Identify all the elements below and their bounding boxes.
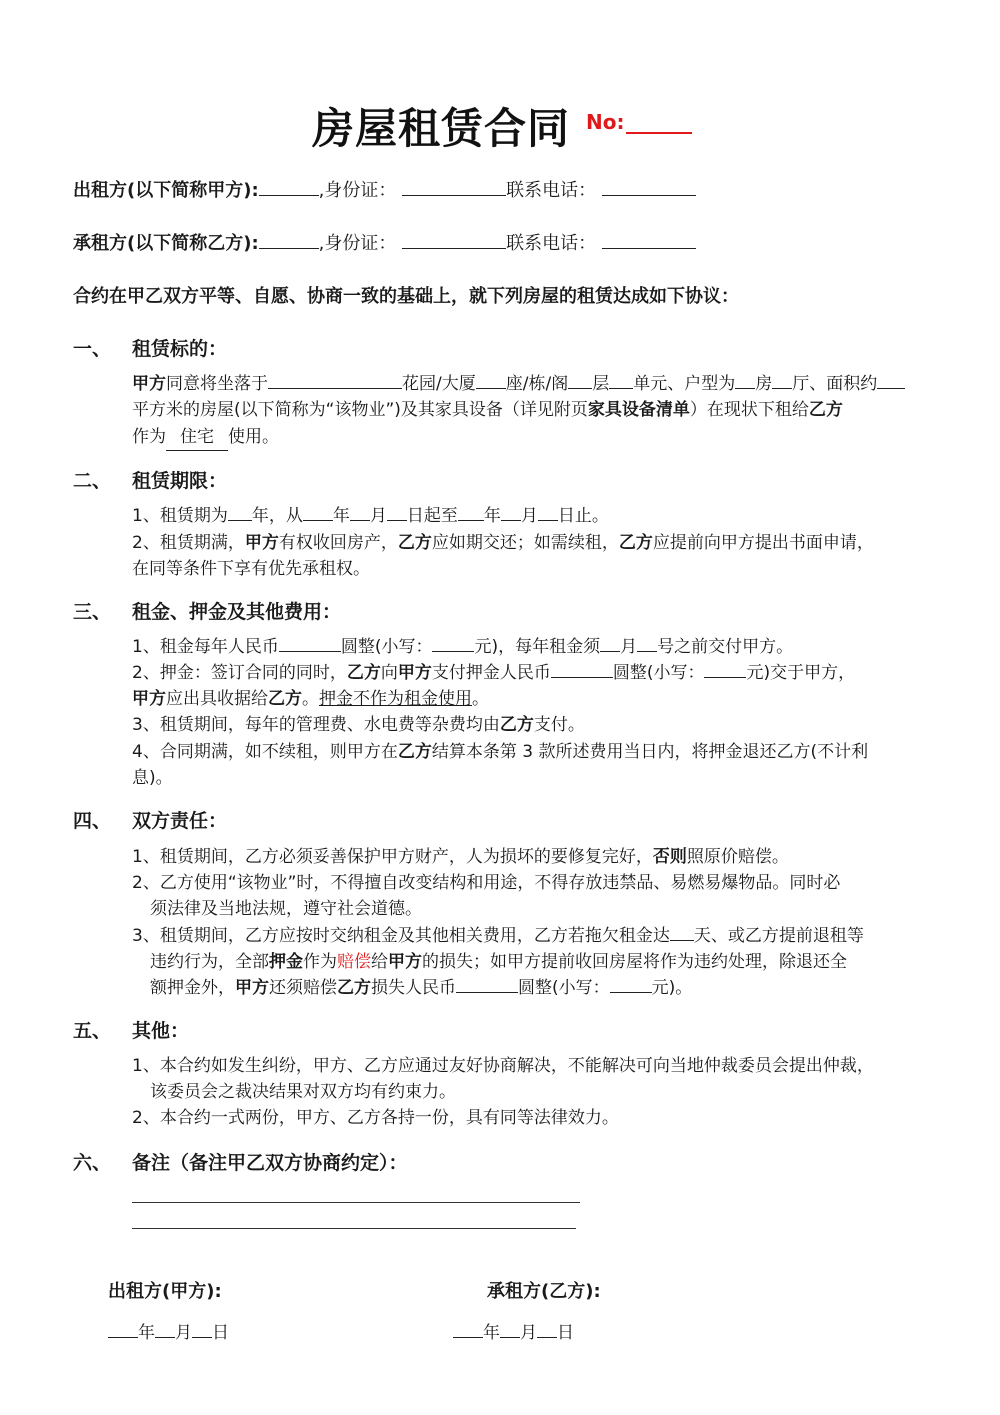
text: 1、租赁期间，乙方必须妥善保护甲方财产，人为损坏的要修复完好， [132,847,653,867]
blank [609,372,633,389]
party-b-ref: 乙方 [337,978,371,998]
blank [303,504,333,521]
year-label: 年 [483,1323,500,1343]
text: 月 [520,506,538,526]
blank [735,372,755,389]
text: 有权收回房产， [278,533,398,553]
deposit-blank [551,661,613,678]
lessee-line [73,229,696,255]
lessor-line [73,176,696,202]
text: 天、或乙方提前退租等 [693,926,864,946]
section-3-title: 租金、押金及其他费用： [132,601,342,623]
text: 违约行为，全部 [150,952,269,972]
section-4-item-2-cont: 须法律及当地法规，遵守社会道德。 [150,899,422,919]
section-4-item-3-cont-2 [150,975,692,1001]
blank [387,504,407,521]
text: 元)。 [651,978,693,998]
party-a-ref: 甲方 [235,978,269,998]
lessor-name-blank [259,179,319,196]
section-2-number: 二、 [73,470,112,492]
blank [228,504,252,521]
section-6-number: 六、 [73,1152,112,1174]
text: 损失人民币 [371,978,456,998]
text: 还须赔偿 [269,978,337,998]
text: 3、租赁期间，每年的管理费、水电费等杂费均由 [132,715,500,735]
party-b-ref: 乙方 [268,689,302,709]
section-4-number: 四、 [73,810,112,832]
compensation-blank [456,976,518,993]
section-4-item-2: 2、乙方使用“该物业”时，不得擅自改变结构和用途，不得存放违禁品、易燃易爆物品。同时必 [132,873,841,893]
year-blank [108,1321,138,1338]
compensation-highlight: 赔偿 [337,952,371,972]
lessee-phone-label: 联系电话： [506,233,597,254]
text: 1、租赁期为 [132,506,228,526]
day-blank [537,1321,557,1338]
lessee-phone-blank [602,232,696,249]
contract-number [586,110,692,134]
text: 1、租金每年人民币 [132,637,279,657]
text: 厅、面积约 [792,374,878,394]
text: 同意将坐落于 [166,374,268,394]
party-b-ref: 乙方 [808,400,843,420]
number-blank [626,114,692,134]
party-a-ref: 甲方 [388,952,422,972]
lessee-signature-label: 承租方(乙方): [487,1281,601,1302]
party-a-ref: 甲方 [244,533,279,553]
section-6-title: 备注（备注甲乙双方协商约定）： [132,1152,408,1174]
number-label: No: [586,110,625,134]
text: 花园/大厦 [402,374,476,394]
address-blank [268,372,402,389]
section-3-item-4-cont: 息)。 [132,768,173,788]
day-label: 日 [212,1323,229,1343]
text: 。 [472,689,489,709]
text: 应如期交还；如需续租， [431,533,619,553]
section-2-item-2-cont: 在同等条件下享有优先承租权。 [132,559,370,579]
text: 作为 [303,952,337,972]
day-label: 日 [557,1323,574,1343]
section-2-item-1 [132,503,609,529]
blank [476,372,506,389]
lessor-phone-label: 联系电话： [506,180,597,201]
text: 支付。 [533,715,585,735]
lessor-phone-blank [602,179,696,196]
party-b-ref: 乙方 [397,742,432,762]
text: 年，从 [251,506,303,526]
lessee-date [453,1318,574,1343]
month-label: 月 [175,1323,192,1343]
section-1-line-1 [132,371,905,397]
text: 向 [380,663,398,683]
section-3-item-4 [132,739,868,765]
party-a-ref: 甲方 [132,374,166,394]
month-blank [155,1321,175,1338]
lessor-id-label: ,身份证： [318,180,397,201]
blank [501,504,521,521]
blank [610,976,652,993]
otherwise-emphasis: 否则 [652,847,687,867]
blank [772,372,792,389]
text: 圆整(小写： [340,637,433,657]
text: 2、押金：签订合同的同时， [132,663,347,683]
text: 给 [371,952,388,972]
blank [432,635,474,652]
text: 月 [620,637,638,657]
text: 房 [755,374,773,394]
text: 日起至 [406,506,458,526]
text: 年 [332,506,350,526]
lessor-date [108,1318,229,1343]
area-blank [877,372,905,389]
rent-blank [279,635,341,652]
text: 应提前向甲方提出书面申请， [652,533,874,553]
section-2-item-2 [132,530,874,556]
section-4-item-3-cont-1 [150,949,847,975]
section-5-title: 其他： [132,1020,190,1042]
section-4-item-3 [132,923,864,949]
party-a-ref: 甲方 [397,663,432,683]
text: 平方米的房屋(以下简称为“该物业”)及其家具设备（详见附页 [132,400,588,420]
blank [600,635,620,652]
text: 作为 [132,427,166,447]
section-5-item-1-cont: 该委员会之裁决结果对双方均有约束力。 [150,1082,456,1102]
section-4-title: 双方责任： [132,810,228,832]
lessee-id-blank [402,232,506,249]
text: 月 [369,506,387,526]
remarks-line-1 [132,1202,580,1203]
text: 日止。 [557,506,609,526]
text: 4、合同期满，如不续租，则甲方在 [132,742,398,762]
party-b-ref: 乙方 [346,663,381,683]
blank [637,635,657,652]
text: 2、租赁期满， [132,533,245,553]
deposit-note: 押金不作为租金使用 [319,689,472,709]
section-1-line-2 [132,397,843,423]
text: 年 [483,506,501,526]
blank [458,504,484,521]
day-blank [192,1321,212,1338]
lessor-label: 出租方(以下简称甲方): [73,180,259,201]
days-blank [670,924,694,941]
usage-value: 住宅 [180,427,214,447]
section-3-item-2 [132,660,855,686]
blank [538,504,558,521]
text: ）在现状下租给 [689,400,809,420]
usage-filled [166,424,228,451]
section-5-number: 五、 [73,1020,112,1042]
text: 号之前交付甲方。 [657,637,794,657]
party-a-ref: 甲方 [132,689,166,709]
text: 的损失；如甲方提前收回房屋将作为违约处理，除退还全 [422,952,847,972]
lessee-name-blank [259,232,319,249]
year-blank [453,1321,483,1338]
lessor-id-blank [402,179,506,196]
section-3-item-3 [132,712,585,738]
contract-title: 房屋租赁合同 [312,104,571,153]
blank [350,504,370,521]
furniture-list-ref: 家具设备清单 [587,400,690,420]
lessee-id-label: ,身份证： [318,233,397,254]
deposit-ref: 押金 [269,952,303,972]
text: 圆整(小写： [612,663,705,683]
text: 结算本条第 3 款所述费用当日内，将押金退还乙方(不计利 [431,742,869,762]
section-3-item-2-cont [132,686,489,712]
lessee-label: 承租方(以下简称乙方): [73,233,259,254]
text: 元)交于甲方， [746,663,856,683]
remarks-line-2 [132,1228,576,1229]
lessor-signature-label: 出租方(甲方): [108,1281,222,1302]
text: 层 [592,374,610,394]
text: 单元、户型为 [633,374,736,394]
blank [568,372,592,389]
section-2-title: 租赁期限： [132,470,228,492]
text: 支付押金人民币 [431,663,551,683]
section-1-title: 租赁标的： [132,338,228,360]
party-b-ref: 乙方 [499,715,534,735]
section-1-line-3 [132,424,279,451]
text: 3、租赁期间，乙方应按时交纳租金及其他相关费用，乙方若拖欠租金达 [132,926,670,946]
agreement-intro: 合约在甲乙双方平等、自愿、协商一致的基础上，就下列房屋的租赁达成如下协议： [73,286,739,307]
blank [704,661,746,678]
section-3-item-1 [132,634,793,660]
text: 座/栋/阁 [505,374,569,394]
section-5-item-2: 2、本合约一式两份，甲方、乙方各持一份，具有同等法律效力。 [132,1108,619,1128]
year-label: 年 [138,1323,155,1343]
section-3-number: 三、 [73,601,112,623]
section-5-item-1: 1、本合约如发生纠纷，甲方、乙方应通过友好协商解决，不能解决可向当地仲裁委员会提出仲裁， [132,1056,874,1076]
month-blank [500,1321,520,1338]
text: 圆整(小写： [518,978,610,998]
text: 应出具收据给 [166,689,268,709]
text: 照原价赔偿。 [686,847,789,867]
section-1-number: 一、 [73,338,112,360]
party-b-ref: 乙方 [397,533,432,553]
party-b-ref: 乙方 [618,533,653,553]
text: 额押金外， [150,978,235,998]
month-label: 月 [520,1323,537,1343]
section-4-item-1 [132,844,789,870]
text: 。 [302,689,319,709]
text: 使用。 [228,427,279,447]
text: 元)，每年租金须 [474,637,601,657]
